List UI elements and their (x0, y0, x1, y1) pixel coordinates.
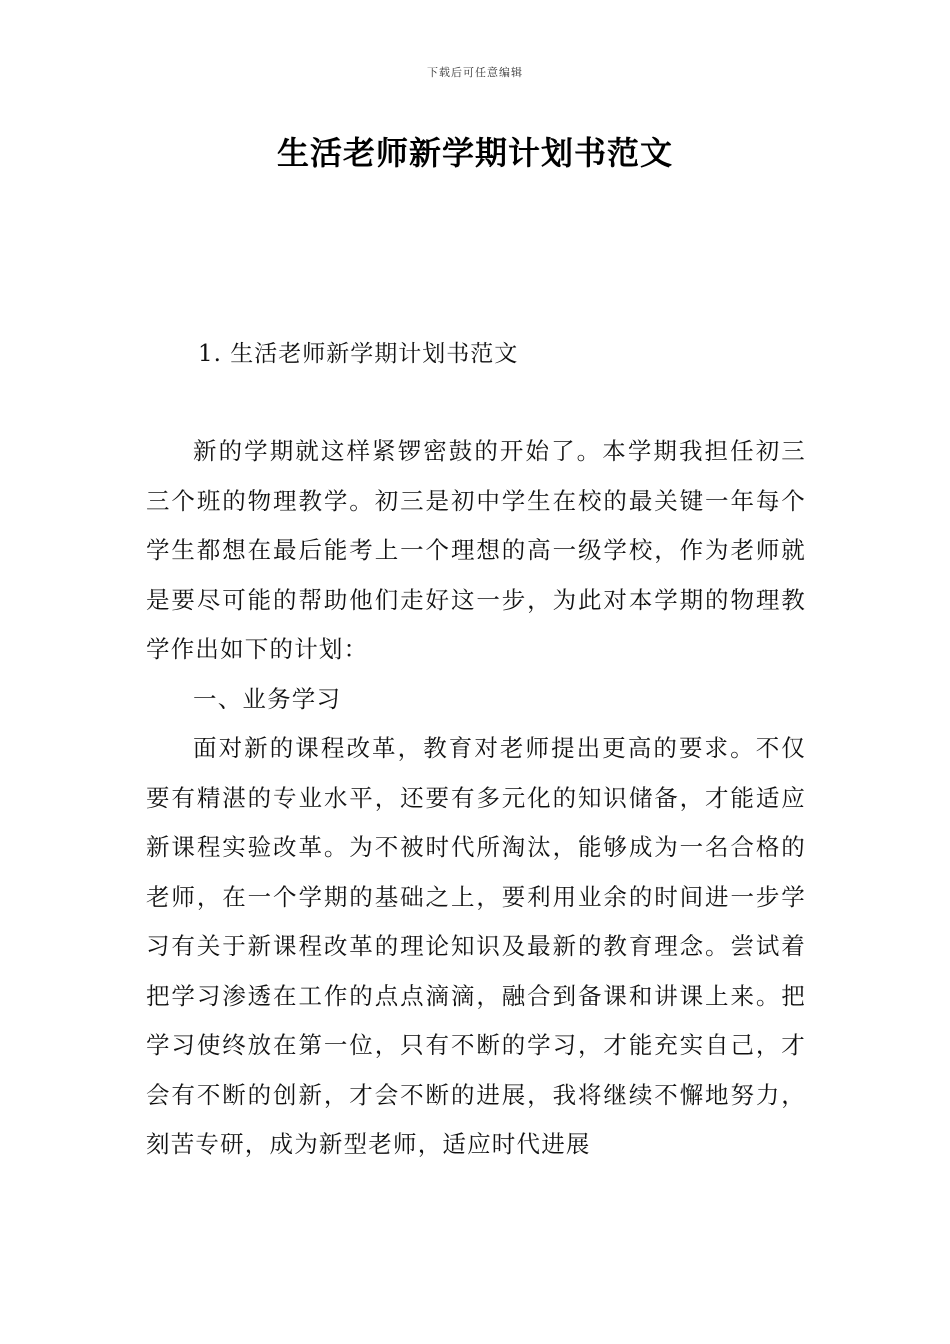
header-note: 下载后可任意编辑 (427, 66, 523, 79)
intro-paragraph: 新的学期就这样紧锣密鼓的开始了。本学期我担任初三三个班的物理教学。初三是初中学生在校的最关键一年每个学生都想在最后能考上一个理想的高一级学校，作为老师就是要尽可能的帮助他们走好这一步，为此对本学期的物理教学作出如下的计划： (146, 437, 806, 663)
subsection-heading: 一、业务学习 (193, 684, 342, 713)
document-body (146, 427, 806, 1170)
section-heading: 1. 生活老师新学期计划书范文 (198, 341, 519, 367)
study-paragraph: 面对新的课程改革，教育对老师提出更高的要求。不仅要有精湛的专业水平，还要有多元化的知识储备，才能适应新课程实验改革。为不被时代所淘汰，能够成为一名合格的老师，在一个学期的基础之上，要利用业余的时间进一步学习有关于新课程改革的理论知识及最新的教育理念。尝试着把学习渗透在工作的点点滴滴，融合到备课和讲课上来。把学习使终放在第一位，只有不断的学习，才能充实自己，才会有不断的创新，才会不断的进展，我将继续不懈地努力，刻苦专研，成为新型老师，适应时代进展 (146, 734, 806, 1158)
document-title: 生活老师新学期计划书范文 (276, 134, 673, 172)
